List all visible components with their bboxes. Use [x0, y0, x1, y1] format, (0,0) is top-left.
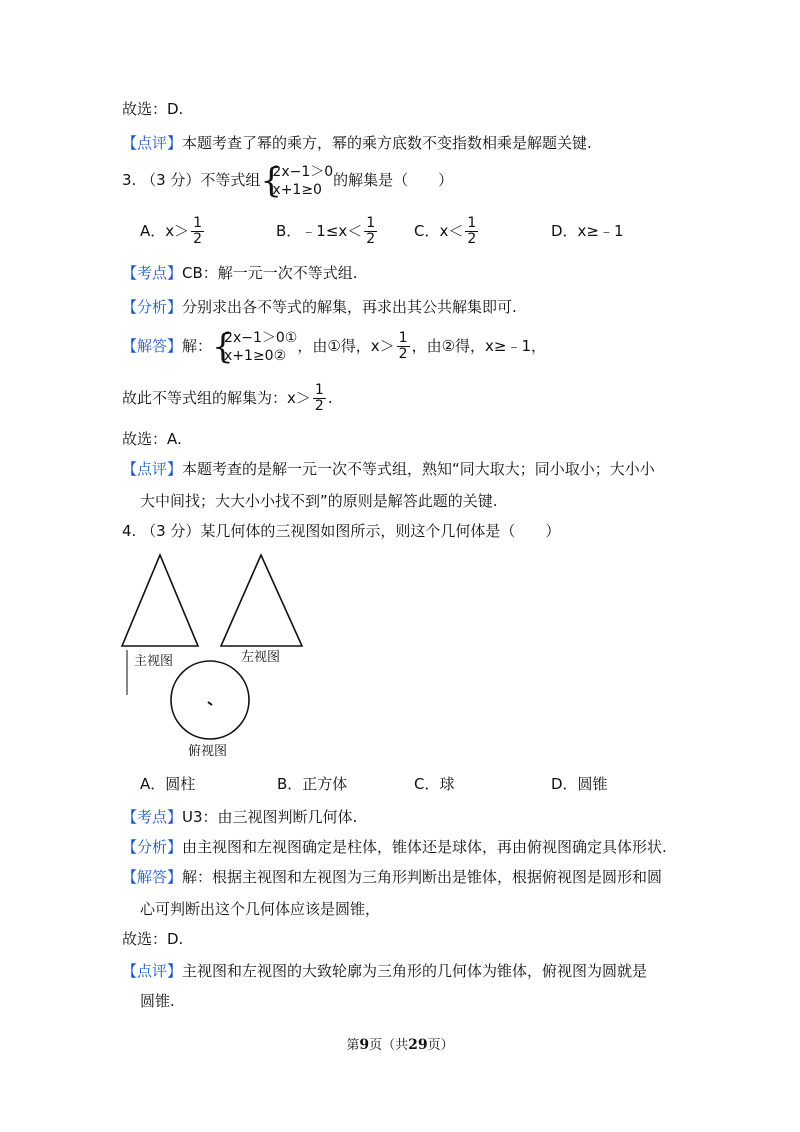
jieda-prefix: 解： — [182, 337, 213, 355]
option-a-text: A．x＞ — [140, 222, 190, 240]
fraction-numerator: 1 — [193, 215, 203, 231]
q3-fenxi — [122, 296, 517, 318]
page-footer — [0, 1034, 800, 1053]
q4-kaodian — [122, 806, 357, 828]
conclusion-text: 故此不等式组的解集为：x＞ — [122, 389, 311, 407]
q4-option-b: B．正方体 — [277, 775, 348, 793]
q2-comment — [122, 132, 592, 154]
kaodian-tag: 【考点】 — [122, 808, 183, 826]
circle-center-dot — [208, 702, 212, 705]
q3-stem — [122, 160, 453, 200]
q3-dianping-line-2: 大中间找；大大小小找不到”的原则是解答此题的关键. — [140, 492, 498, 510]
dianping-line-1: 本题考查的是解一元一次不等式组，熟知“同大取大；同小取小；大小小 — [182, 460, 655, 478]
q3-option-c — [414, 216, 480, 247]
fraction-numerator: 1 — [366, 215, 376, 231]
q3-option-b — [276, 216, 379, 247]
fenxi-tag: 【分析】 — [122, 838, 183, 856]
kaodian-text: U3：由三视图判断几何体. — [182, 808, 358, 826]
top-view-circle — [171, 661, 249, 739]
left-view-triangle — [221, 555, 302, 646]
fraction-numerator: 1 — [398, 330, 408, 346]
dianping-tag: 【点评】 — [122, 962, 183, 980]
jieda-tag: 【解答】 — [122, 868, 183, 886]
comment-tag: 【点评】 — [122, 134, 183, 152]
q4-stem: 4. （3 分）某几何体的三视图如图所示，则这个几何体是（ ） — [122, 522, 561, 540]
q4-jieda-line-2: 心可判断出这个几何体应该是圆锥， — [140, 900, 381, 918]
q3-answer: 故选：A. — [122, 430, 182, 448]
fenxi-text: 分别求出各不等式的解集，再求出其公共解集即可. — [182, 298, 517, 316]
dianping-tag: 【点评】 — [122, 460, 183, 478]
fraction-denominator: 2 — [398, 346, 408, 362]
jieda-mid-2: ，由②得，x≥﹣1， — [411, 337, 547, 355]
fenxi-tag: 【分析】 — [122, 298, 183, 316]
option-c-text: C．x＜ — [414, 222, 464, 240]
q4-answer: 故选：D. — [122, 930, 184, 948]
dianping-line-1: 主视图和左视图的大致轮廓为三角形的几何体为锥体，俯视图为圆就是 — [182, 962, 648, 980]
kaodian-text: CB：解一元一次不等式组. — [182, 264, 358, 282]
fraction-denominator: 2 — [467, 231, 477, 247]
q3-stem-prefix: 3. （3 分）不等式组 — [122, 171, 261, 189]
total-pages: 29 — [408, 1037, 428, 1053]
left-brace-icon: { — [212, 326, 234, 367]
q3-inequality-2: x+1≥0 — [272, 181, 322, 198]
fraction-numerator: 1 — [467, 215, 477, 231]
fraction-denominator: 2 — [193, 231, 203, 247]
front-view-label: 主视图 — [134, 654, 174, 669]
solution-inequality-1: 2x−1＞0① — [224, 329, 298, 346]
option-b-text: B．﹣1≤x＜ — [276, 222, 363, 240]
q3-jieda — [122, 326, 546, 366]
conclusion-suffix: . — [327, 389, 333, 407]
fraction — [191, 216, 204, 247]
kaodian-tag: 【考点】 — [122, 264, 183, 282]
jieda-line-1: 解：根据主视图和左视图为三角形判断出是锥体，根据俯视图是圆形和圆 — [182, 868, 663, 886]
q4-option-a: A．圆柱 — [140, 775, 196, 793]
q2-answer: 故选：D. — [122, 100, 184, 118]
q4-jieda — [122, 866, 662, 888]
jieda-mid-1: ，由①得，x＞ — [297, 337, 395, 355]
fraction — [397, 331, 410, 362]
left-brace-icon: { — [260, 160, 283, 201]
solution-inequality-2: x+1≥0② — [224, 347, 287, 364]
jieda-tag: 【解答】 — [122, 337, 183, 355]
page-number: 9 — [359, 1037, 370, 1053]
q3-solution-system — [212, 326, 298, 367]
comment-text: 本题考查了幂的乘方，幂的乘方底数不变指数相乘是解题关键. — [182, 134, 592, 152]
q3-dianping — [122, 458, 655, 480]
fraction-denominator: 2 — [314, 398, 324, 414]
front-view-triangle — [122, 555, 198, 646]
footer-mid: 页（共 — [369, 1038, 409, 1053]
q3-inequality-system — [260, 160, 334, 201]
q3-stem-suffix: 的解集是（ ） — [333, 171, 454, 189]
q3-option-d: D．x≥﹣1 — [551, 222, 624, 240]
q4-dianping — [122, 960, 647, 982]
fraction — [364, 216, 377, 247]
q4-option-c: C．球 — [414, 775, 455, 793]
fraction-denominator: 2 — [366, 231, 376, 247]
fraction — [313, 383, 326, 414]
fraction-numerator: 1 — [314, 382, 324, 398]
q4-option-d: D．圆锥 — [551, 775, 608, 793]
footer-pre: 第 — [346, 1038, 360, 1053]
q3-kaodian — [122, 262, 358, 284]
q3-conclusion — [122, 380, 333, 416]
q4-dianping-line-2: 圆锥. — [140, 992, 175, 1010]
top-view-label: 俯视图 — [188, 744, 228, 759]
left-view-label: 左视图 — [241, 650, 281, 665]
q3-inequality-1: 2x−1＞0 — [272, 163, 334, 180]
q3-option-a — [140, 216, 206, 247]
q4-fenxi — [122, 836, 667, 858]
footer-post: 页） — [427, 1038, 454, 1053]
fraction — [465, 216, 478, 247]
fenxi-text: 由主视图和左视图确定是柱体，锥体还是球体，再由俯视图确定具体形状. — [182, 838, 667, 856]
